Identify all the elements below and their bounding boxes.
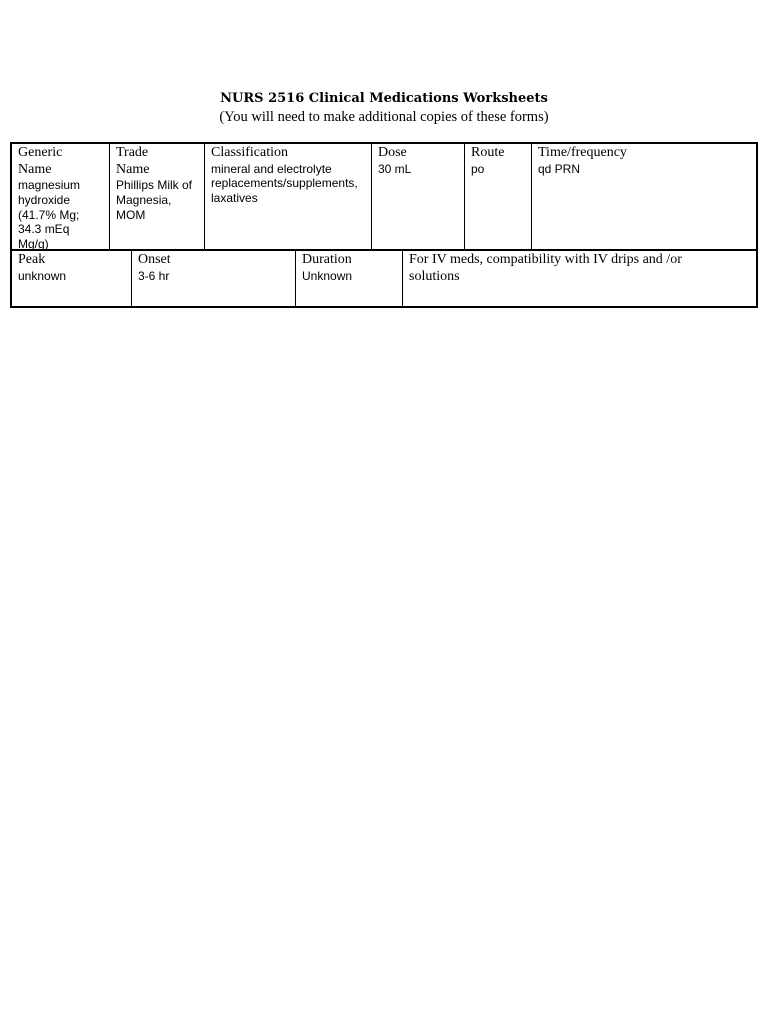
classification-value: mineral and electrolyte replacements/supplements, laxatives (211, 161, 358, 206)
pharmacokinetics-row (10, 249, 758, 308)
route-cell (464, 144, 531, 249)
iv-compatibility-cell (402, 251, 756, 306)
iv-compatibility-label: For IV meds, compatibility with IV drips and /or solutions (409, 252, 682, 284)
onset-label: Onset (138, 252, 171, 267)
time-frequency-value: qd PRN (538, 161, 581, 176)
dose-cell (371, 144, 464, 249)
route-value: po (471, 161, 485, 176)
peak-label: Peak (18, 252, 46, 267)
time-frequency-label: Time/frequency (538, 145, 627, 160)
generic-name-value: magnesium hydroxide (41.7% Mg; 34.3 mEq Mg/g) (18, 178, 81, 252)
peak-cell (12, 251, 131, 306)
duration-value: Unknown (302, 268, 353, 283)
classification-cell (204, 144, 371, 249)
time-frequency-cell (531, 144, 756, 249)
generic-name-cell (12, 144, 109, 252)
medication-info-row (10, 142, 758, 251)
onset-cell (131, 251, 295, 306)
onset-value: 3-6 hr (138, 268, 170, 283)
trade-name-value: Phillips Milk of Magnesia, MOM (116, 178, 193, 222)
trade-name-cell (109, 144, 204, 249)
peak-value: unknown (18, 268, 67, 283)
generic-name-label: Generic Name (18, 145, 63, 177)
page-subtitle: (You will need to make additional copies of these forms) (219, 109, 549, 125)
dose-value: 30 mL (378, 161, 412, 176)
classification-label: Classification (211, 145, 288, 160)
route-label: Route (471, 145, 505, 160)
dose-label: Dose (378, 145, 407, 160)
page-title: NURS 2516 Clinical Medications Worksheets (220, 91, 548, 106)
duration-label: Duration (302, 252, 352, 267)
trade-name-label: Trade Name (116, 145, 150, 177)
duration-cell (295, 251, 402, 306)
